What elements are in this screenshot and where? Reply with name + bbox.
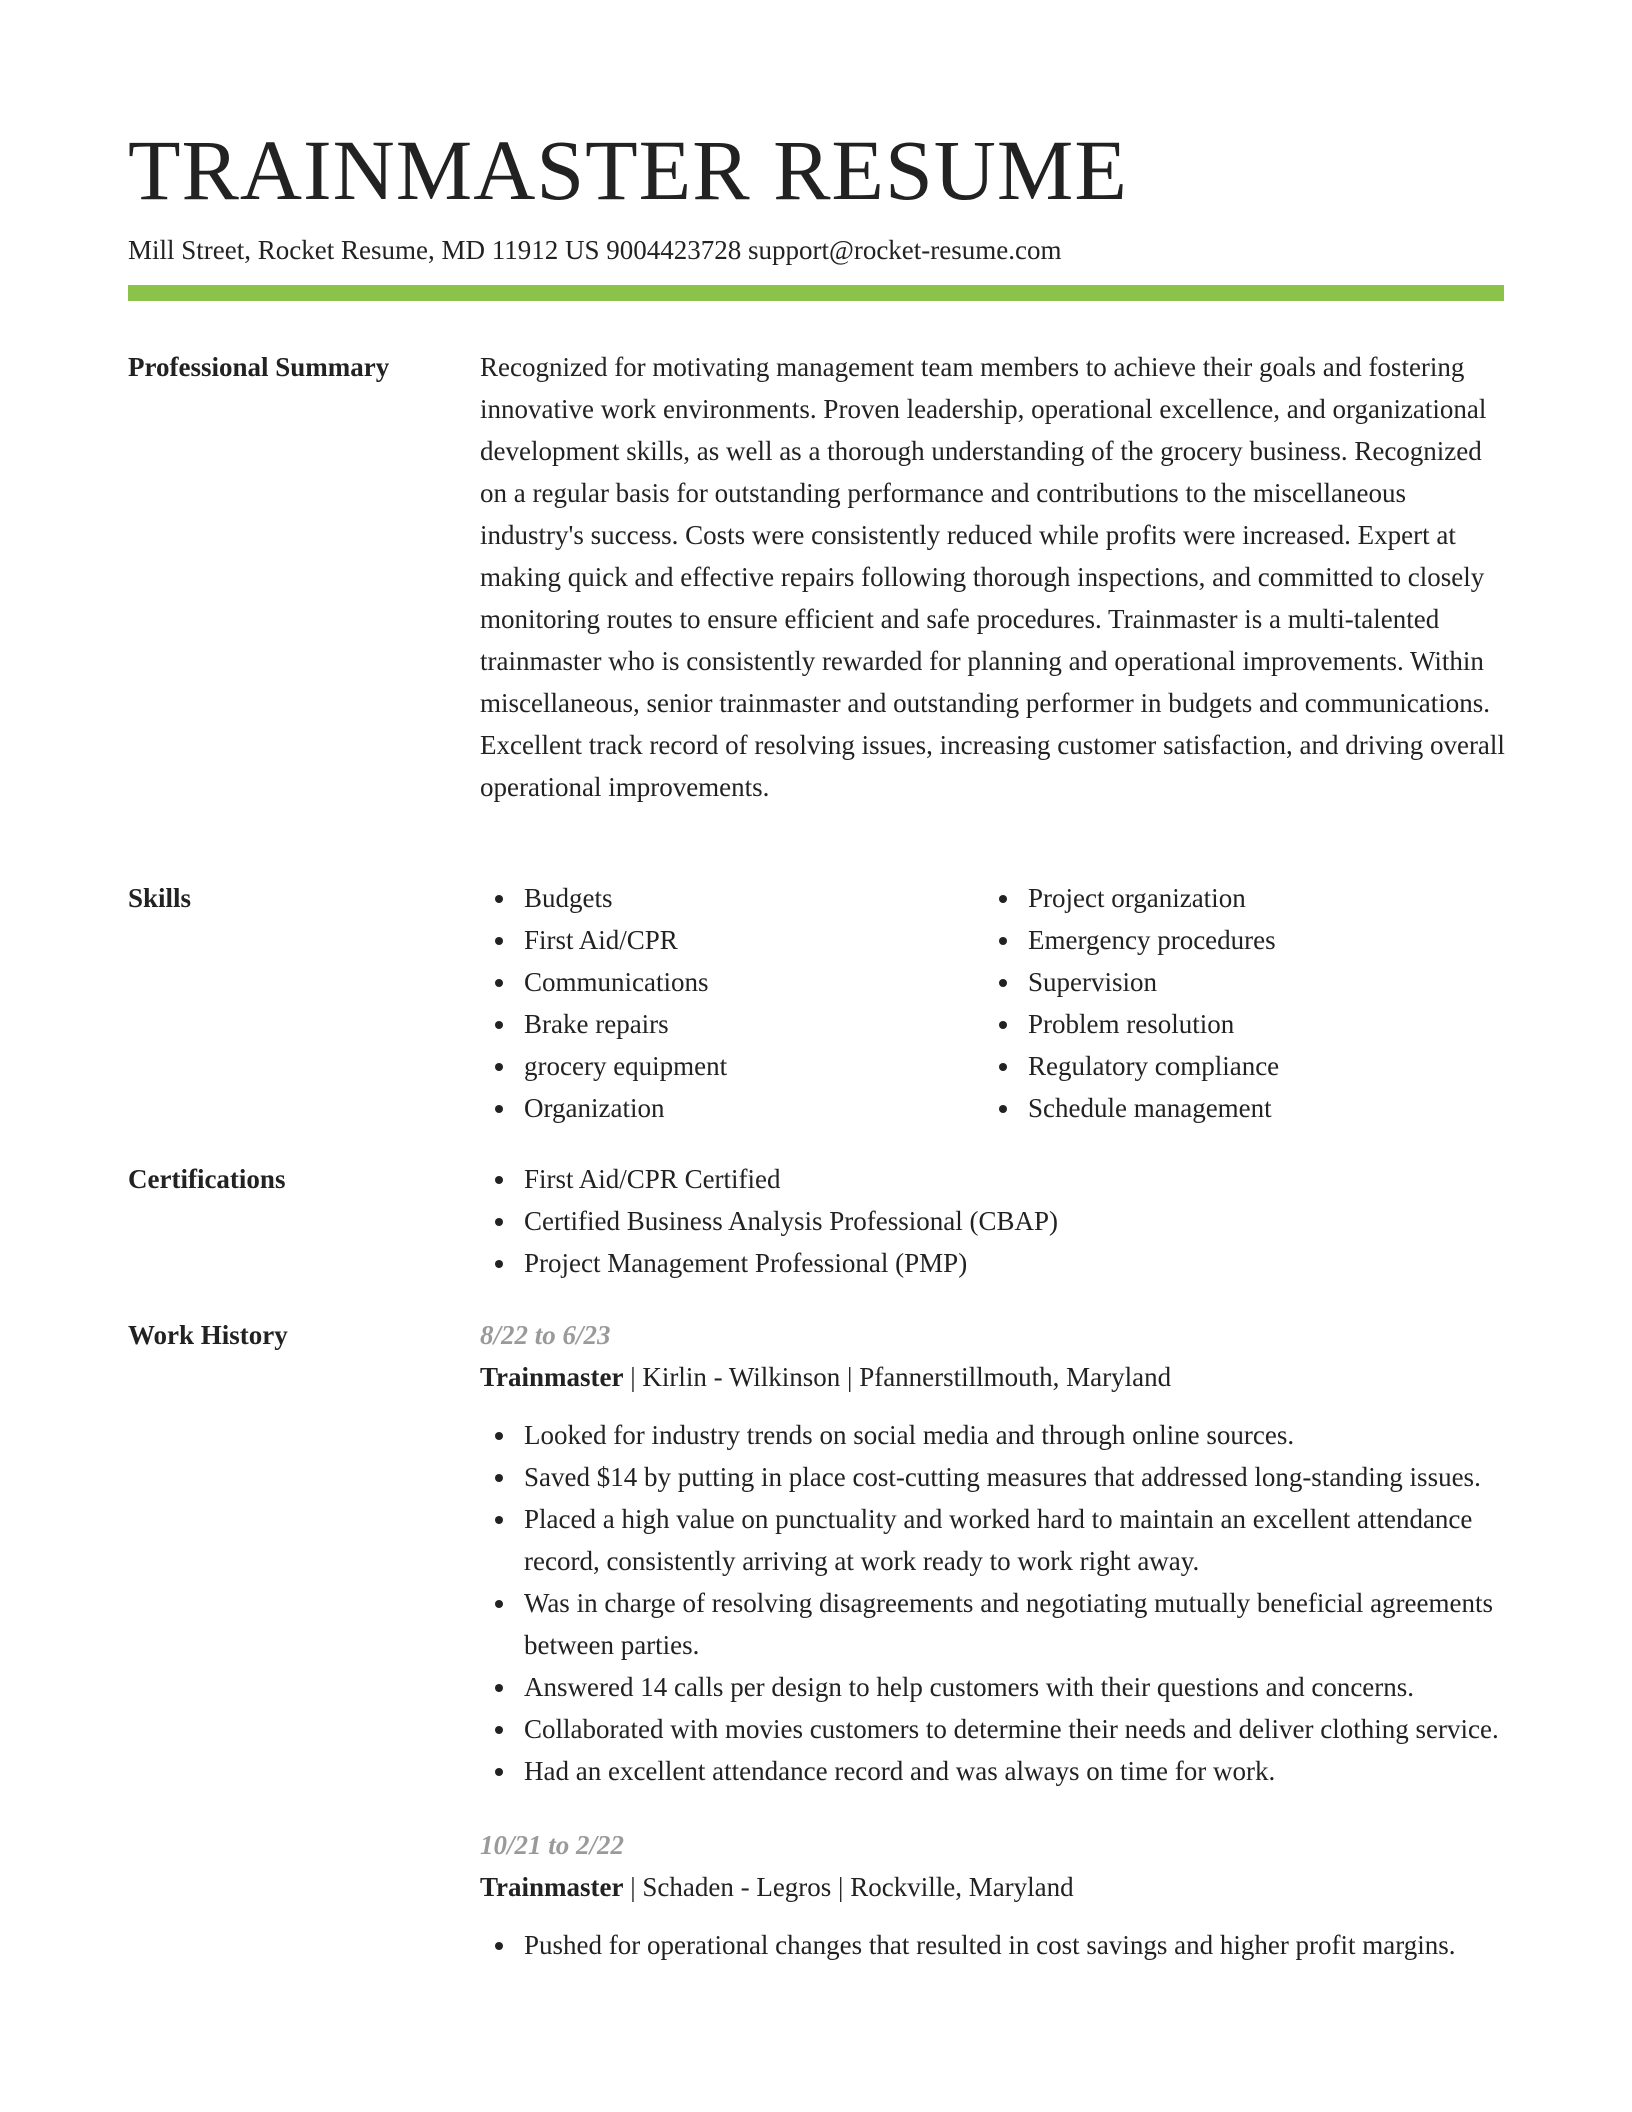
certifications-body [480, 1158, 1508, 1284]
job-entry [480, 1314, 1508, 1792]
section-label-summary: Professional Summary [128, 352, 390, 382]
skill-item: Problem resolution [1028, 1003, 1488, 1045]
certification-item: First Aid/CPR Certified [524, 1158, 1508, 1200]
skill-item: Budgets [524, 877, 984, 919]
skills-column-right [984, 877, 1488, 1129]
job-heading [480, 1356, 1508, 1398]
skills-column-left [480, 877, 984, 1129]
section-label-work-history: Work History [128, 1320, 288, 1350]
job-bullet: Was in charge of resolving disagreements and negotiating mutually beneficial agreements between parties. [524, 1582, 1508, 1666]
skill-item: grocery equipment [524, 1045, 984, 1087]
skill-item: Supervision [1028, 961, 1488, 1003]
job-date: 8/22 to 6/23 [480, 1320, 611, 1350]
contact-line: Mill Street, Rocket Resume, MD 11912 US 9004423728 support@rocket-resume.com [128, 235, 1062, 265]
accent-divider [128, 285, 1504, 301]
skills-body [480, 877, 1508, 1129]
job-heading [480, 1866, 1508, 1908]
section-label-skills: Skills [128, 883, 192, 913]
job-date: 10/21 to 2/22 [480, 1830, 625, 1860]
work-history-body [480, 1314, 1508, 1998]
section-label-certifications: Certifications [128, 1164, 286, 1194]
job-title: Trainmaster [480, 1362, 624, 1392]
skill-item: Communications [524, 961, 984, 1003]
resume-title: TRAINMASTER RESUME [128, 122, 1128, 218]
job-entry [480, 1824, 1508, 1966]
job-bullet: Placed a high value on punctuality and worked hard to maintain an excellent attendance record, consistently arriving at work ready to work right away. [524, 1498, 1508, 1582]
skill-item: Emergency procedures [1028, 919, 1488, 961]
job-employer-location: | Kirlin - Wilkinson | Pfannerstillmouth, Maryland [623, 1362, 1172, 1392]
skill-item: First Aid/CPR [524, 919, 984, 961]
summary-body [480, 346, 1508, 808]
job-bullet: Saved $14 by putting in place cost-cutting measures that addressed long-standing issues. [524, 1456, 1508, 1498]
job-title: Trainmaster [480, 1872, 624, 1902]
certification-item: Project Management Professional (PMP) [524, 1242, 1508, 1284]
summary-text: Recognized for motivating management team members to achieve their goals and fostering innovative work environments. Proven leadership, operational excellence, and organizational development skills, as well as a thorough understanding of the grocery business. Recognized on a regular basis for outstanding performance and contributions to the miscellaneous industry's success. Costs were consistently reduced while profits were increased. Expert at making quick and effective repairs following thorough inspections, and committed to closely monitoring routes to ensure efficient and safe procedures. Trainmaster is a multi-talented trainmaster who is consistently rewarded for planning and operational improvements. Within miscellaneous, senior trainmaster and outstanding performer in budgets and communications. Excellent track record of resolving issues, increasing customer satisfaction, and driving overall operational improvements. [480, 352, 1505, 802]
job-employer-location: | Schaden - Legros | Rockville, Maryland [623, 1872, 1074, 1902]
job-bullet: Collaborated with movies customers to determine their needs and deliver clothing service. [524, 1708, 1508, 1750]
skill-item: Project organization [1028, 877, 1488, 919]
job-bullet: Looked for industry trends on social media and through online sources. [524, 1414, 1508, 1456]
job-bullet: Had an excellent attendance record and was always on time for work. [524, 1750, 1508, 1792]
job-bullet: Pushed for operational changes that resulted in cost savings and higher profit margins. [524, 1924, 1508, 1966]
skill-item: Schedule management [1028, 1087, 1488, 1129]
skill-item: Organization [524, 1087, 984, 1129]
skill-item: Brake repairs [524, 1003, 984, 1045]
certification-item: Certified Business Analysis Professional (CBAP) [524, 1200, 1508, 1242]
skill-item: Regulatory compliance [1028, 1045, 1488, 1087]
job-bullet: Answered 14 calls per design to help customers with their questions and concerns. [524, 1666, 1508, 1708]
